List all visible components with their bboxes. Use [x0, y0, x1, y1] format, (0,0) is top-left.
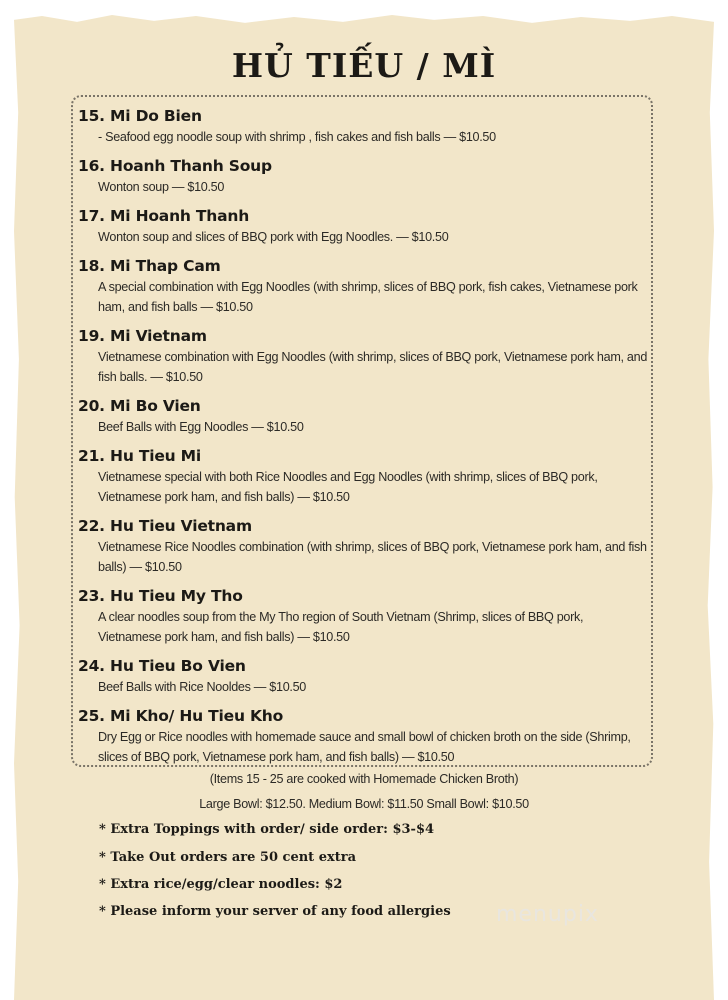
item-description: - Seafood egg noodle soup with shrimp , fish cakes and fish balls — $10.50 [98, 130, 496, 144]
item-description: A special combination with Egg Noodles (with shrimp, slices of BBQ pork, fish cakes, Vietnamese pork ham, and fish balls — $10.50 [98, 280, 638, 314]
item-name: 23. Hu Tieu My Tho [78, 587, 243, 605]
item-description: A clear noodles soup from the My Tho region of South Vietnam (Shrimp, slices of BBQ pork, Vietnamese pork ham, and fish balls) — $10.50 [98, 610, 584, 644]
item-description: Vietnamese special with both Rice Noodles and Egg Noodles (with shrimp, slices of BBQ pork, Vietnamese pork ham, and fish balls) — $10.50 [98, 470, 598, 504]
item-description: Wonton soup — $10.50 [98, 180, 225, 194]
item-name: 24. Hu Tieu Bo Vien [78, 657, 246, 675]
bowl-sizes-note: Large Bowl: $12.50. Medium Bowl: $11.50 Small Bowl: $10.50 [199, 797, 529, 811]
item-name: 22. Hu Tieu Vietnam [78, 517, 252, 535]
menu-item [78, 156, 648, 197]
item-description: Dry Egg or Rice noodles with homemade sauce and small bowl of chicken broth on the side (Shrimp, slices of BBQ pork, Vietnamese pork ham, and fish balls) — $10.50 [98, 730, 631, 764]
item-description: Vietnamese Rice Noodles combination (with shrimp, slices of BBQ pork, Vietnamese pork ham, and fish balls) — $10.50 [98, 540, 647, 574]
extra-note: * Extra Toppings with order/ side order: $3-$4 [99, 822, 435, 837]
item-description: Beef Balls with Egg Noodles — $10.50 [98, 420, 304, 434]
menu-item [78, 106, 648, 147]
menu-item [78, 516, 648, 577]
item-name: 19. Mi Vietnam [78, 327, 207, 345]
item-description: Beef Balls with Rice Nooldes — $10.50 [98, 680, 307, 694]
item-name: 16. Hoanh Thanh Soup [78, 157, 272, 175]
item-name: 21. Hu Tieu Mi [78, 447, 202, 465]
menu-item [78, 586, 648, 647]
item-name: 25. Mi Kho/ Hu Tieu Kho [78, 707, 284, 725]
page-title: HỦ TIẾU / MÌ [231, 46, 497, 85]
broth-note: (Items 15 - 25 are cooked with Homemade Chicken Broth) [209, 772, 519, 786]
extra-note: * Extra rice/egg/clear noodles: $2 [99, 877, 343, 892]
extra-note: * Take Out orders are 50 cent extra [99, 850, 357, 865]
item-description: Vietnamese combination with Egg Noodles (with shrimp, slices of BBQ pork, Vietnamese pork ham, and fish balls. — $10.50 [98, 350, 648, 384]
item-description: Wonton soup and slices of BBQ pork with Egg Noodles. — $10.50 [98, 230, 449, 244]
item-name: 18. Mi Thap Cam [78, 257, 221, 275]
watermark: menupix [496, 902, 599, 927]
item-name: 20. Mi Bo Vien [78, 397, 201, 415]
menu-item [78, 396, 648, 437]
menu-item [78, 446, 648, 507]
menu-item [78, 206, 648, 247]
extra-note: * Please inform your server of any food allergies [99, 904, 451, 919]
menu-item [78, 256, 648, 317]
menu-item [78, 656, 648, 697]
item-name: 17. Mi Hoanh Thanh [78, 207, 250, 225]
menu-item [78, 706, 648, 767]
item-name: 15. Mi Do Bien [78, 107, 202, 125]
menu-item [78, 326, 648, 387]
